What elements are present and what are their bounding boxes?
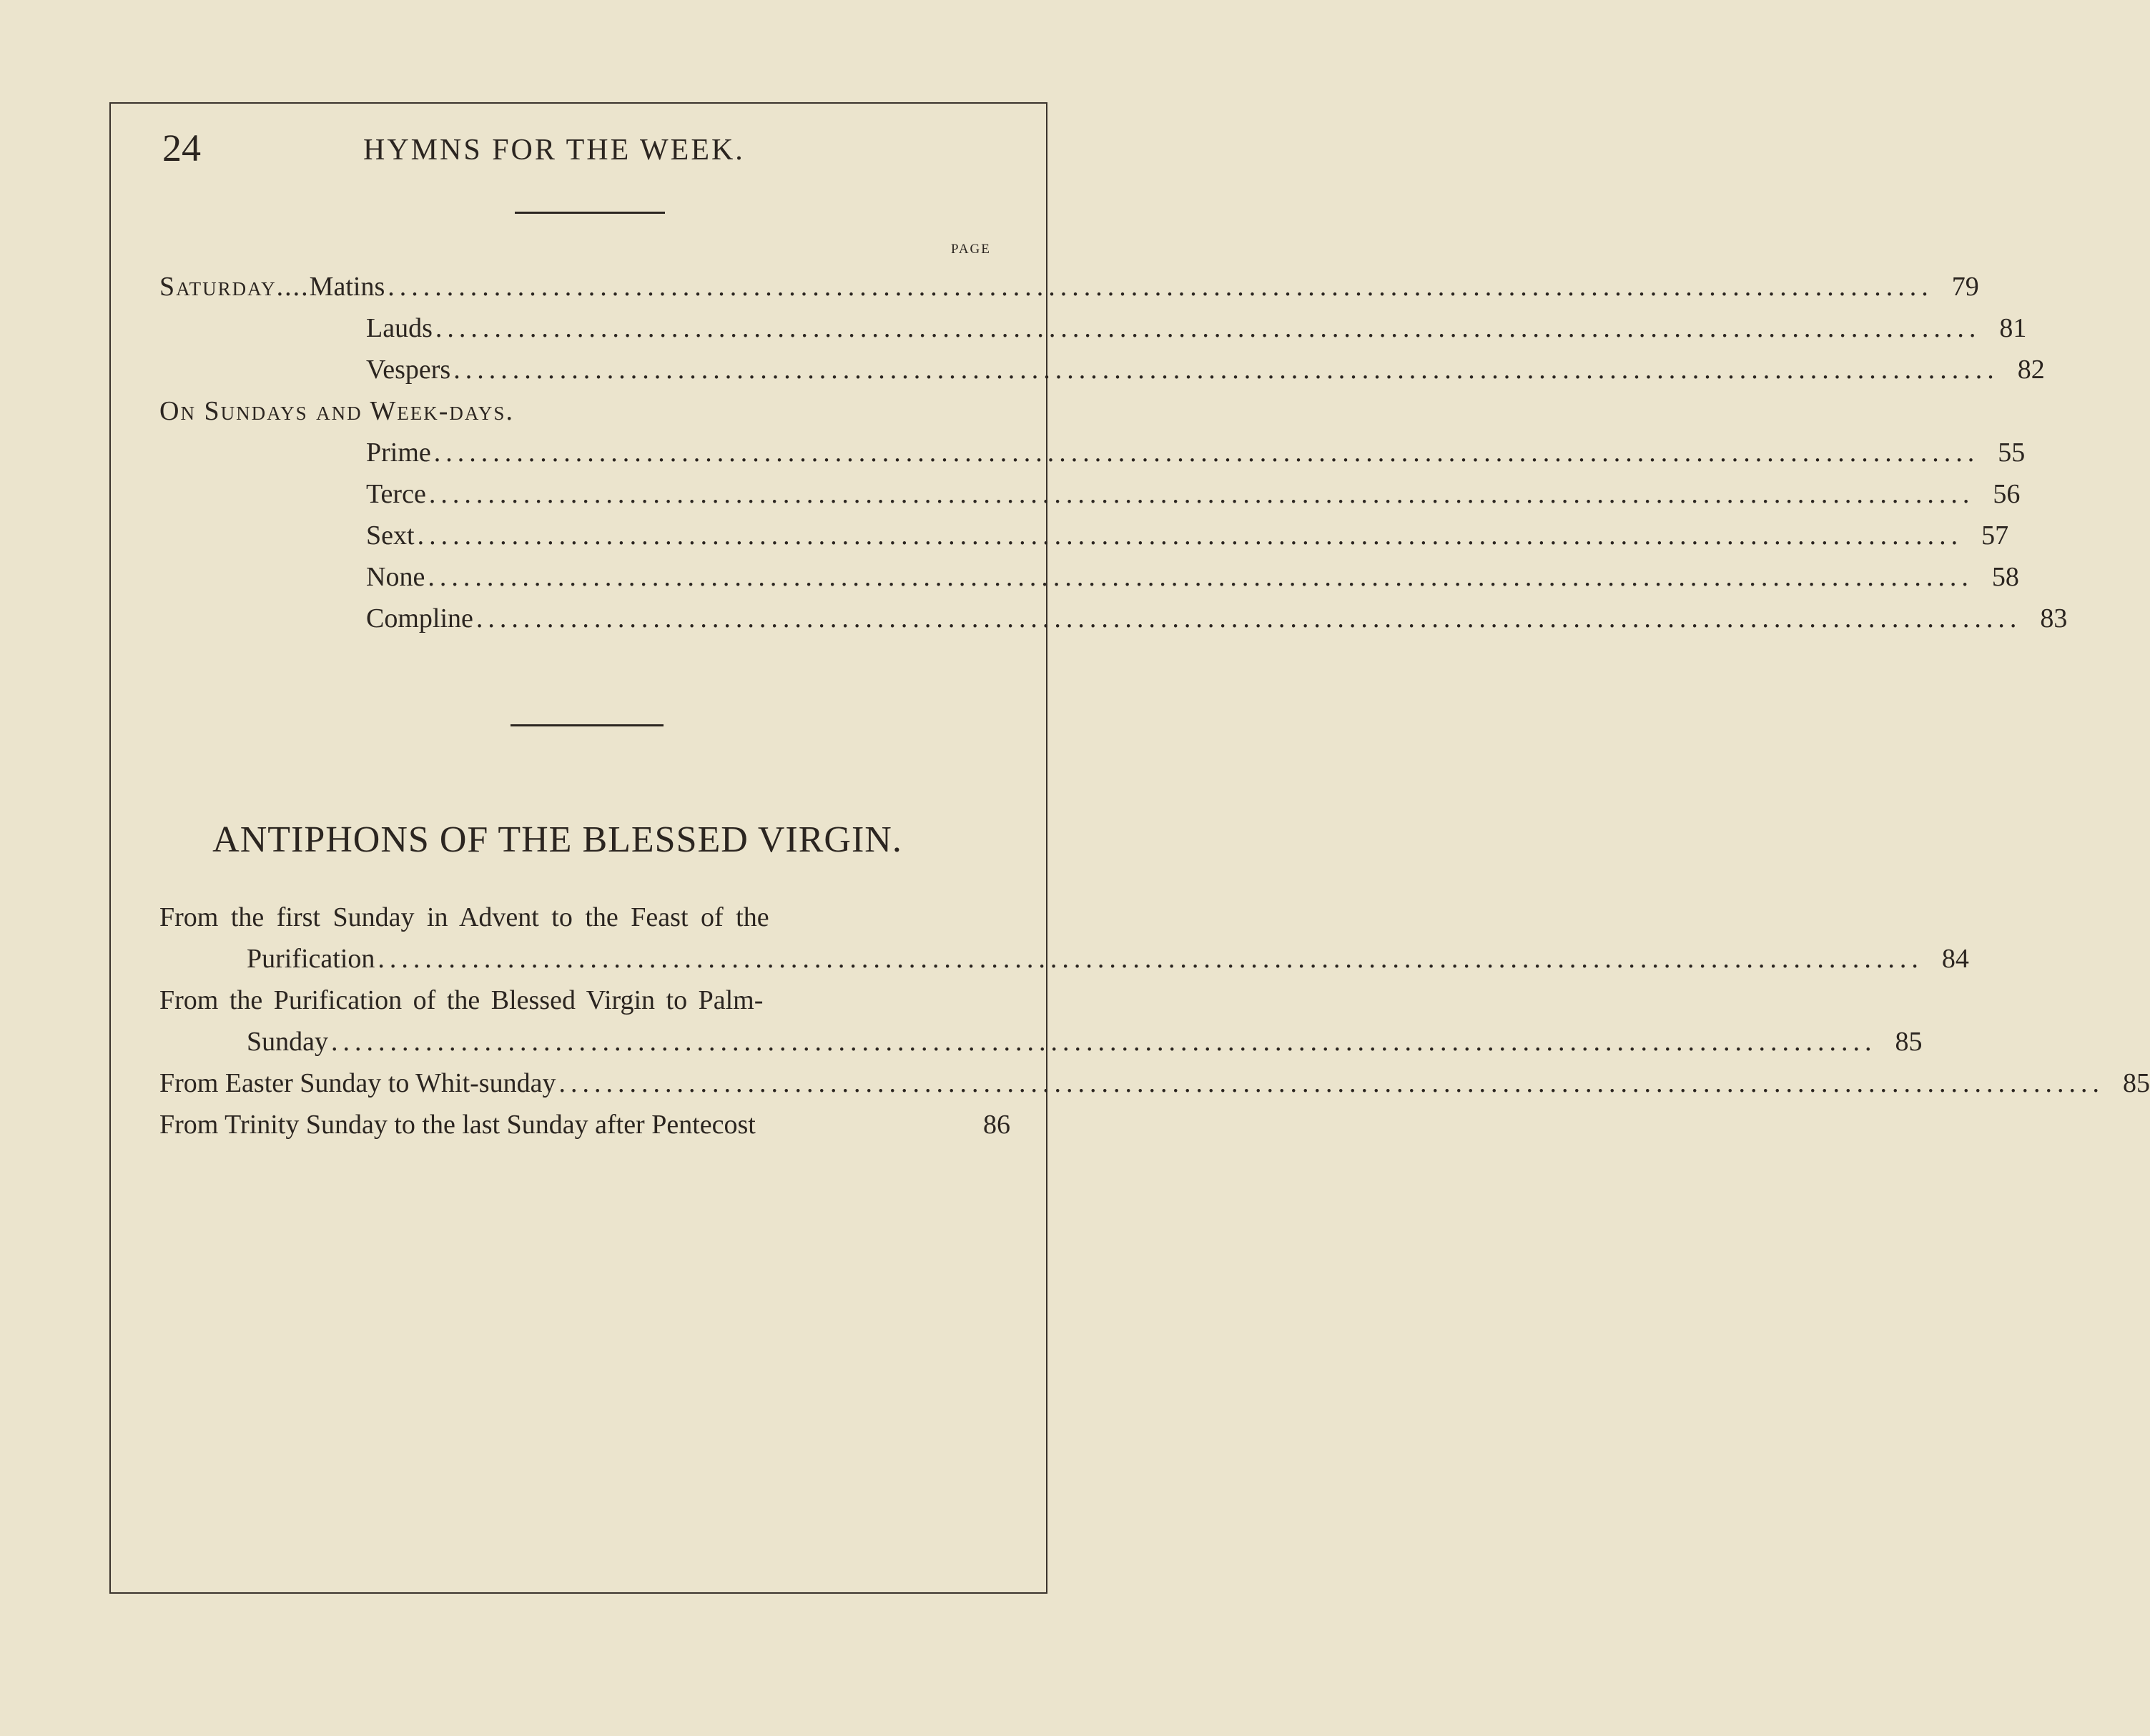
entry-page: 57 <box>1981 521 2009 551</box>
entry-page: 83 <box>2040 603 2068 633</box>
divider-rule <box>515 212 665 214</box>
toc-row <box>366 349 2045 390</box>
toc-row <box>247 938 1969 980</box>
entry-page: 81 <box>1999 313 2027 343</box>
toc-row <box>159 1062 2150 1104</box>
entry-page: 55 <box>1998 438 2026 468</box>
entry-title: Terce <box>366 479 426 509</box>
toc-row <box>247 1021 1923 1062</box>
toc-row <box>366 515 2009 556</box>
toc-row <box>366 307 2027 349</box>
section-heading <box>159 390 803 432</box>
antiphon-text: From the Purification of the Blessed Virgin to Palm- <box>159 985 764 1015</box>
dot-leader: ................................................................................................................................... <box>433 438 1980 468</box>
dot-leader: ................................................................................................................................... <box>475 603 2022 633</box>
dot-leader: ................................................................................................................................... <box>435 313 1981 343</box>
entry-title: Vespers <box>366 355 451 385</box>
dot-leader: ................................................................................................................................... <box>428 562 1973 592</box>
dot-leader: ................................................................................................................................... <box>388 272 1933 302</box>
entry-page: 86 <box>983 1110 1010 1140</box>
entry-page: 85 <box>2122 1068 2150 1098</box>
toc-row <box>366 556 2019 598</box>
dot-leader: ................................................................................................................................... <box>428 479 1975 509</box>
dot-leader: ................................................................................................................................... <box>453 355 1999 385</box>
toc-row <box>366 473 2021 515</box>
entry-title: From Easter Sunday to Whit-sunday <box>159 1068 556 1098</box>
dot-leader: ................................................................................................................................... <box>417 521 1963 551</box>
page-number: 24 <box>162 127 201 169</box>
antiphon-text: From the first Sunday in Advent to the Feast of the <box>159 902 769 932</box>
section-heading-text: On Sundays and Week-days. <box>159 396 514 426</box>
antiphons-title: ANTIPHONS OF THE BLESSED VIRGIN. <box>212 819 902 860</box>
entry-page: 84 <box>1941 944 1969 974</box>
toc-row <box>366 432 2026 473</box>
entry-page: 79 <box>1951 272 1979 302</box>
entry-page: 58 <box>1991 562 2019 592</box>
dot-leader: ................................................................................................................................... <box>378 944 1923 974</box>
dot-leader: ................................................................................................................................... <box>331 1027 1877 1057</box>
antiphon-line <box>159 980 950 1021</box>
entry-title: Sunday <box>247 1027 328 1057</box>
entry-page: 85 <box>1895 1027 1923 1057</box>
divider-rule <box>511 724 664 726</box>
entry-title: Compline <box>366 603 473 633</box>
entry-title: Matins <box>309 272 385 302</box>
entry-title: From Trinity Sunday to the last Sunday after Pentecost <box>159 1110 756 1140</box>
entry-title: None <box>366 562 425 592</box>
entry-title: Sext <box>366 521 415 551</box>
antiphon-line <box>159 897 950 938</box>
day-label: Saturday.... <box>159 272 310 302</box>
entry-page: 82 <box>2017 355 2045 385</box>
toc-row <box>159 1104 1010 1145</box>
dot-leader: ................................................................................................................................... <box>558 1068 2104 1098</box>
entry-title: Lauds <box>366 313 433 343</box>
toc-row <box>159 266 1979 307</box>
toc-row <box>366 598 2068 639</box>
entry-page: 56 <box>1993 479 2021 509</box>
running-title: HYMNS FOR THE WEEK. <box>363 134 745 167</box>
page-column-label: PAGE <box>951 242 991 257</box>
entry-title: Prime <box>366 438 431 468</box>
entry-title: Purification <box>247 944 375 974</box>
